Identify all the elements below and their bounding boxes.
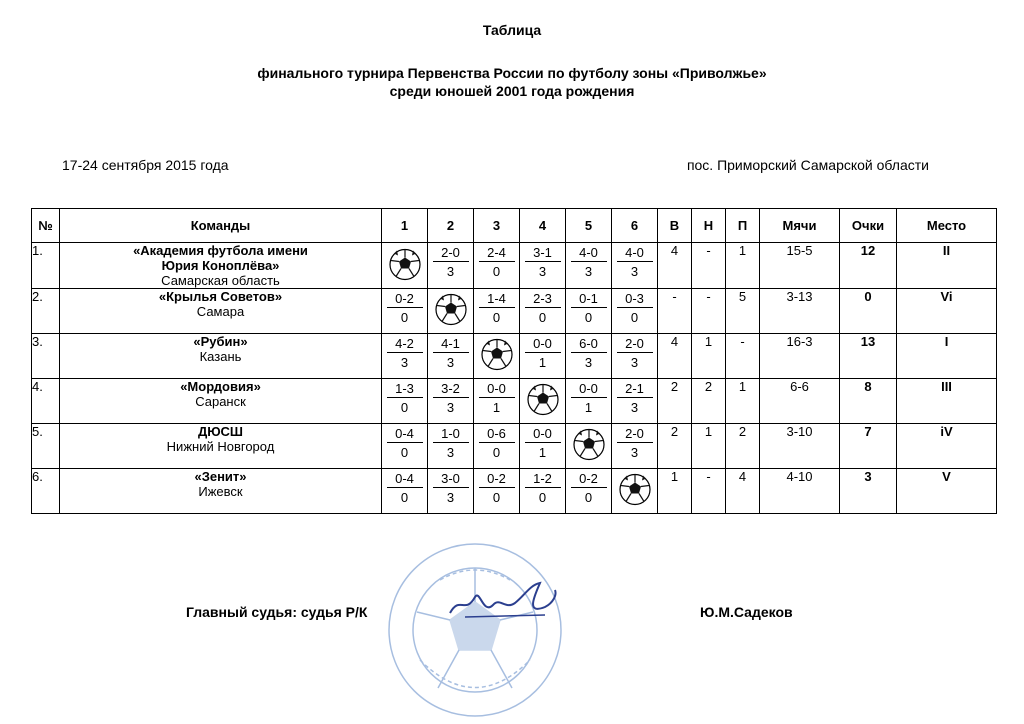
subtitle-line-1: финального турнира Первенства России по футболу зоны «Приволжье» [257,65,767,81]
team-name: ДЮСШ [198,424,243,439]
wins-cell: - [658,289,692,334]
chief-judge-label: Главный судья: судья Р/К [186,604,368,620]
match-result-cell [474,469,520,514]
col-points: Очки [840,209,897,243]
table-row [32,469,997,514]
match-points: 0 [630,310,639,325]
match-points: 0 [538,490,547,505]
place-cell: V [897,469,997,514]
team-name: «Крылья Советов» [158,289,283,304]
match-points: 0 [492,445,501,460]
subtitle-line-2: среди юношей 2001 года рождения [389,83,635,99]
soccer-ball-icon [572,428,606,465]
col-losses: П [726,209,760,243]
team-city: Самара [196,304,245,319]
match-result-cell [612,334,658,379]
match-points: 3 [400,355,409,370]
col-4: 4 [520,209,566,243]
col-place: Место [897,209,997,243]
match-score: 0-2 [387,292,423,308]
table-row [32,243,997,289]
match-result-cell [520,289,566,334]
match-result-cell [474,243,520,289]
row-number: 6. [32,469,60,514]
match-result-cell [612,243,658,289]
team-cell [60,424,382,469]
team-city: Нижний Новгород [166,439,275,454]
match-result [387,382,423,415]
match-points: 0 [492,264,501,279]
match-score: 2-0 [617,427,653,443]
points-cell: 7 [840,424,897,469]
document-subtitle [0,64,1024,100]
match-result [433,246,469,279]
match-result [525,292,561,325]
team-city: Самарская область [161,273,280,288]
row-number: 1. [32,243,60,289]
match-score: 3-2 [433,382,469,398]
match-points: 0 [400,490,409,505]
match-result [433,472,469,505]
losses-cell: 5 [726,289,760,334]
match-result-cell [474,379,520,424]
match-result [433,427,469,460]
col-goals: Мячи [760,209,840,243]
goals-cell: 3-13 [760,289,840,334]
match-score: 4-2 [387,337,423,353]
match-result-cell [428,334,474,379]
points-cell: 12 [840,243,897,289]
match-score: 2-3 [525,292,561,308]
match-points: 3 [630,264,639,279]
match-score: 0-3 [617,292,653,308]
draws-cell: - [692,243,726,289]
match-score: 2-4 [479,246,515,262]
match-points: 3 [584,355,593,370]
goals-cell: 6-6 [760,379,840,424]
match-result [387,337,423,370]
match-points: 0 [492,310,501,325]
match-score: 0-0 [479,382,515,398]
match-result [525,427,561,460]
team-name: «Мордовия» [180,379,261,394]
match-result [525,337,561,370]
place-cell: I [897,334,997,379]
match-points: 3 [446,490,455,505]
match-score: 0-0 [525,427,561,443]
table-row [32,289,997,334]
match-result-cell [382,334,428,379]
match-points: 3 [630,355,639,370]
match-result-cell [382,379,428,424]
match-score: 4-0 [617,246,653,262]
points-cell: 13 [840,334,897,379]
match-points: 0 [538,310,547,325]
soccer-ball-icon [618,473,652,510]
match-score: 4-1 [433,337,469,353]
col-5: 5 [566,209,612,243]
draws-cell: - [692,289,726,334]
tournament-date: 17-24 сентября 2015 года [62,157,229,173]
match-result [387,472,423,505]
losses-cell: 4 [726,469,760,514]
match-result [525,246,561,279]
match-result [617,292,653,325]
match-score: 2-0 [617,337,653,353]
col-1: 1 [382,209,428,243]
match-result [571,292,607,325]
match-result [479,292,515,325]
match-result-cell [612,424,658,469]
losses-cell: 2 [726,424,760,469]
soccer-ball-icon [388,247,422,284]
self-match-cell [612,469,658,514]
stamp-icon [380,540,570,724]
draws-cell: - [692,469,726,514]
match-result-cell [566,243,612,289]
goals-cell: 4-10 [760,469,840,514]
points-cell: 0 [840,289,897,334]
match-points: 3 [630,400,639,415]
match-result [571,246,607,279]
match-score: 0-2 [571,472,607,488]
match-score: 0-2 [479,472,515,488]
tournament-location: пос. Приморский Самарской области [686,157,929,173]
team-name: «Рубин» [193,334,248,349]
team-city: Ижевск [198,484,243,499]
match-result-cell [566,379,612,424]
match-result [617,382,653,415]
match-result [433,337,469,370]
row-number: 4. [32,379,60,424]
match-points: 0 [492,490,501,505]
match-points: 3 [446,445,455,460]
match-result-cell [428,469,474,514]
losses-cell: 1 [726,379,760,424]
wins-cell: 2 [658,379,692,424]
wins-cell: 4 [658,334,692,379]
match-result-cell [520,243,566,289]
match-score: 4-0 [571,246,607,262]
goals-cell: 15-5 [760,243,840,289]
match-result [617,337,653,370]
wins-cell: 2 [658,424,692,469]
match-result-cell [520,334,566,379]
place-cell: III [897,379,997,424]
soccer-ball-icon [526,383,560,420]
table-row [32,334,997,379]
match-result-cell [566,469,612,514]
self-match-cell [566,424,612,469]
team-name: «Зенит» [194,469,247,484]
match-score: 1-0 [433,427,469,443]
match-result-cell [474,424,520,469]
match-score: 0-0 [525,337,561,353]
match-result [571,337,607,370]
draws-cell: 1 [692,424,726,469]
self-match-cell [474,334,520,379]
match-result [479,246,515,279]
match-result [571,472,607,505]
match-points: 0 [584,490,593,505]
match-result [479,382,515,415]
match-result-cell [566,334,612,379]
match-result-cell [428,424,474,469]
wins-cell: 4 [658,243,692,289]
standings-table [31,208,997,514]
match-score: 3-1 [525,246,561,262]
match-score: 1-4 [479,292,515,308]
match-result-cell [566,289,612,334]
match-result [617,246,653,279]
match-result-cell [382,424,428,469]
match-score: 0-6 [479,427,515,443]
match-result [479,472,515,505]
table-row [32,379,997,424]
place-cell: Vi [897,289,997,334]
row-number: 5. [32,424,60,469]
match-score: 0-0 [571,382,607,398]
match-points: 0 [400,310,409,325]
team-cell [60,469,382,514]
match-result [479,427,515,460]
self-match-cell [520,379,566,424]
match-points: 1 [492,400,501,415]
team-cell [60,289,382,334]
match-points: 3 [538,264,547,279]
signature-icon [445,575,565,630]
goals-cell: 16-3 [760,334,840,379]
match-result-cell [428,379,474,424]
match-result-cell [612,379,658,424]
match-points: 3 [446,264,455,279]
standings-body [32,243,997,514]
match-result [387,427,423,460]
draws-cell: 1 [692,334,726,379]
soccer-ball-icon [480,338,514,375]
match-score: 2-1 [617,382,653,398]
team-name-line-2: Юрия Коноплёва» [161,258,280,273]
match-points: 1 [538,445,547,460]
team-cell [60,334,382,379]
losses-cell: 1 [726,243,760,289]
team-city: Саранск [195,394,246,409]
match-points: 1 [584,400,593,415]
points-cell: 8 [840,379,897,424]
match-points: 3 [584,264,593,279]
match-points: 3 [446,400,455,415]
team-cell [60,243,382,289]
match-score: 1-2 [525,472,561,488]
match-points: 3 [630,445,639,460]
match-result-cell [428,243,474,289]
losses-cell: - [726,334,760,379]
points-cell: 3 [840,469,897,514]
match-score: 0-4 [387,472,423,488]
match-score: 1-3 [387,382,423,398]
match-result-cell [474,289,520,334]
table-header-row [32,209,997,243]
match-result-cell [520,424,566,469]
match-points: 0 [584,310,593,325]
match-result [571,382,607,415]
col-draws: Н [692,209,726,243]
place-cell: II [897,243,997,289]
match-result-cell [612,289,658,334]
draws-cell: 2 [692,379,726,424]
match-result-cell [382,289,428,334]
row-number: 2. [32,289,60,334]
match-score: 6-0 [571,337,607,353]
match-result [387,292,423,325]
match-score: 3-0 [433,472,469,488]
col-team: Команды [60,209,382,243]
place-cell: iV [897,424,997,469]
soccer-ball-icon [434,293,468,330]
row-number: 3. [32,334,60,379]
col-num: № [32,209,60,243]
document-title: Таблица [482,22,542,38]
table-row [32,424,997,469]
col-6: 6 [612,209,658,243]
match-score: 2-0 [433,246,469,262]
self-match-cell [428,289,474,334]
match-result-cell [520,469,566,514]
team-cell [60,379,382,424]
team-city: Казань [199,349,242,364]
match-points: 0 [400,445,409,460]
col-3: 3 [474,209,520,243]
chief-judge-name: Ю.М.Садеков [700,604,793,620]
team-name: «Академия футбола имени [133,243,308,258]
match-result [617,427,653,460]
col-2: 2 [428,209,474,243]
match-score: 0-4 [387,427,423,443]
col-wins: В [658,209,692,243]
match-result-cell [382,469,428,514]
match-score: 0-1 [571,292,607,308]
wins-cell: 1 [658,469,692,514]
match-result [433,382,469,415]
self-match-cell [382,243,428,289]
match-result [525,472,561,505]
goals-cell: 3-10 [760,424,840,469]
match-points: 3 [446,355,455,370]
match-points: 1 [538,355,547,370]
match-points: 0 [400,400,409,415]
